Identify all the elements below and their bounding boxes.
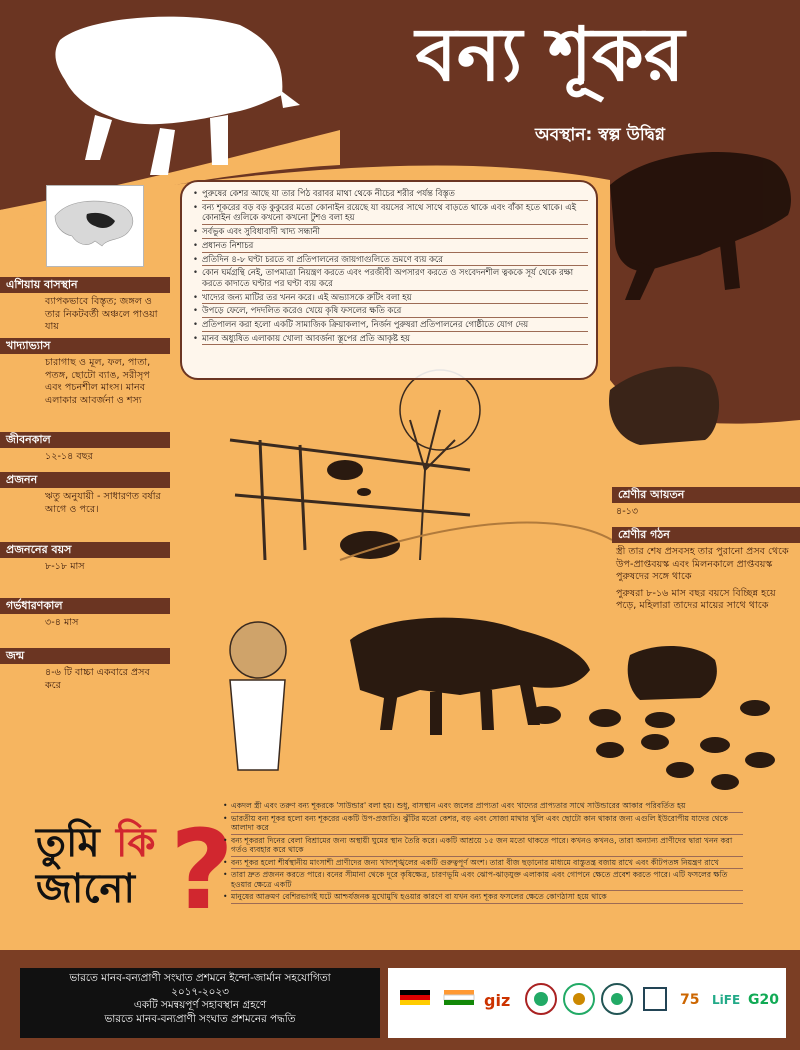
info-section [0,338,170,407]
fact-item: • উপড়ে ফেলে, পদদলিত করেও খেয়ে কৃষি ফসলের ক্ষতি করে [202,304,588,318]
svg-text:75: 75 [680,992,700,1008]
west-bengal-forest-logo [636,980,674,1018]
info-section-body: ৮-১৮ মাস [45,561,85,572]
info-section-heading: জন্ম [0,648,170,664]
map-icon [47,186,143,266]
fact-item: • প্রতিপালন করা হলো একটি সামাজিক ক্রিয়াকলাপ, নির্জন পুরুষরা প্রতিপালনের গোষ্ঠীতে যোগ দেয় [202,318,588,332]
group-size-section [612,487,800,519]
info-section-heading: প্রজনন [0,472,170,488]
fact-item: • প্রতিদিন ৪-৮ ঘণ্টা চরতে বা প্রতিপালনের জায়গাগুলিতে ভ্রমণে ব্যয় করে [202,253,588,267]
bottom-facts-list [223,800,743,904]
bottom-fact-item: • বন্য শূকর হলো শীর্ষস্থানীয় মাংসাশী প্রাণীদের জন্য খাদ্যশৃঙ্খলের একটি গুরুত্বপূর্ণ অংশ। তারা বীজ ছড়ানোর মাধ্যমে বাস্তুতন্ত্র বজায় রাখে এবং কীটপতঙ্গ নিয়ন্ত্রণ রাখে [231,857,743,870]
dustbin-illustration [230,622,286,770]
fact-item: • প্রধানত নিশাচর [202,239,588,253]
question-mark: ? [170,806,234,934]
page-title: বন্য শূকর [415,12,685,98]
fact-item: • পুরুষের কেশর আছে যা তার পিঠ বরাবর মাথা থেকে নীচের শরীর পর্যন্ত বিস্তৃত [202,187,588,201]
azadi-logo [674,980,712,1018]
info-section [0,648,170,692]
conservation-status: অবস্থান: স্বল্প উদ্বিগ্ন [534,125,666,145]
bottom-fact-item: • ভারতীয় বন্য শূকর হলো বন্য শূকরের একটি উপ-প্রজাতি। ঝুঁটির মতো কেশর, বড় এবং সোজা মাথার খুলি এবং ছোটো কান থাকার জন্য এগুলি ইউরোপীয় যাদের থেকে আলাদা করে [231,813,743,835]
info-section-body: ঋতু অনুযায়ী - সাধারণত বর্ষার আগে ও পরে। [45,491,161,515]
info-section [0,542,170,574]
group-structure-section [612,527,800,613]
asia-map [46,185,144,267]
svg-text:G20: G20 [748,992,779,1008]
footer-line-2: ২০১৭-২০২৩ [171,985,229,998]
group-size-body: ৪-১৩ [616,506,639,517]
group-structure-body: স্ত্রী তার শেষ প্রসবসহ তার পুরানো প্রসব থেকে উপ-প্রাপ্তবয়স্ক এবং মিলনকালে প্রাপ্তবয়স্ক পুরুষদের সঙ্গে থাকে [616,546,789,583]
did-you-know-word-1: তুমি [36,820,100,866]
facts-box [180,180,598,380]
info-section [0,598,170,630]
india-flag-logo [440,980,478,1018]
german-cooperation-logo [396,980,434,1018]
footer-line-4: ভারতে মানব-বন্যপ্রাণী সংঘাত প্রশমনের পদ্ধতি [104,1012,296,1025]
fact-item: • কোন ঘর্মগ্রন্থি নেই, তাপমাত্রা নিয়ন্ত্রণ করতে এবং পরজীবী অপসারণ করতে ও সংবেদনশীল ত্বককে সূর্য থেকে রক্ষা করতে কাদাতে ঘণ্টার পর ঘণ্টা ব্যয় করে [202,266,588,290]
info-section [0,432,170,464]
group-size-heading: শ্রেণীর আয়তন [612,487,800,503]
info-section [0,277,170,334]
info-section-heading: গর্ভধারণকাল [0,598,170,614]
forest-emblem-3-logo [598,980,636,1018]
info-section [0,472,170,516]
footer-line-1: ভারতে মানব-বন্যপ্রাণী সংঘাত প্রশমনে ইন্দো-জার্মান সহযোগিতা [69,972,331,984]
bottom-fact-item: • বন্য শূকররা দিনের বেলা বিশ্রামের জন্য অস্থায়ী ঘুমের স্থান তৈরি করে। একটি আশ্রয়ে ১৫ জন মতো থাকতে পারে। কখনও কখনও, তারা অন্যান্য প্রাণীদের দ্বারা খনন করা গর্তও ব্যবহার করে থাকে [231,835,743,857]
bottom-fact-item: • একদল স্ত্রী এবং তরুণ বন্য শূকরকে 'সাউন্ডার' বলা হয়। শুধু, বাসস্থান এবং জলের প্রাপ্যতা এবং খাদ্যের প্রাপ্যতার সাথে সাউন্ডারের আকার পরিবর্তিত হয় [231,800,743,813]
g20-logo [746,980,784,1018]
footer-line-3: একটি সমন্বয়পূর্ণ সহাবস্থান গ্রহণে [133,999,267,1012]
info-section-body: ৩-৪ মাস [45,617,79,628]
svg-text:giz: giz [484,991,511,1010]
facts-list [190,187,588,345]
svg-text:LiFE: LiFE [712,993,741,1007]
bottom-facts [223,800,743,940]
forest-emblem-1-logo [522,980,560,1018]
info-section-heading: এশিয়ায় বাসস্থান [0,277,170,293]
bottom-fact-item: • তারা দ্রুত প্রজনন করতে পারে। বনের সীমানা থেকে দূরে কৃষিক্ষেত্র, চারণভূমি এবং ঝোপ-ঝাড়যুক্ত এলাকায় এবং গোপনে ক্ষেতে প্রবেশ করতে পারে। এটি ফসলের ক্ষতি হওয়ার ক্ষেত্রে একটি [231,869,743,891]
fact-item: • খাদ্যের জন্য মাটির তর খনন করে। এই অভ্যাসকে রুটিং বলা হয় [202,291,588,305]
did-you-know-word-2: কি [116,820,156,866]
info-section-heading: খাদ্যাভ্যাস [0,338,170,354]
info-section-body: ব্যাপকভাবে বিস্তৃত; জঙ্গল ও তার নিকটবর্তী অঞ্চলে পাওয়া যায় [45,296,158,333]
info-section-heading: প্রজননের বয়স [0,542,170,558]
fact-item: • সর্বভুক এবং সুবিধাবাদী খাদ্য সন্ধানী [202,225,588,239]
info-section-body: চারাগাছ ও মূল, ফল, পাতা, পতঙ্গ, ছোটো ব্যাঙ, সরীসৃপ এবং পচনশীল মাংস। মানব এলাকার আবর্জনা ও শস্য [45,357,151,406]
did-you-know-word-3: জানো [36,866,135,912]
info-section-body: ৪-৬ টি বাচ্চা একবারে প্রসব করে [45,667,150,691]
forest-emblem-2-logo [560,980,598,1018]
footer-text-box [20,968,380,1038]
group-structure-heading: শ্রেণীর গঠন [612,527,800,543]
info-section-heading: জীবনকাল [0,432,170,448]
fact-item: • মানব অধ্যুষিত এলাকায় খোলা আবর্জনা স্তূপের প্রতি আকৃষ্ট হয় [202,332,588,346]
life-logo [710,980,748,1018]
footer-logos [388,968,786,1038]
giz-logo [480,980,518,1018]
bottom-fact-item: • মানুষের আক্রমণ বেশিরভাগই ঘটে আশ্চর্যজনক মুখোমুখি হওয়ার কারণে বা যখন বন্য শূকর ফসলের ক্ষেতে কোণঠাসা হয়ে থাকে [231,891,743,904]
fact-item: • বন্য শূকরের বড় বড় কুকুরের মতো কোনাইন রয়েছে যা বয়সের সাথে সাথে বাড়তে থাকে এবং বাঁকা হতে থাকে। এই কোনাইন গুলিকে কখনো কখনো টুশও বলা হয় [202,201,588,225]
group-structure-body-2: পুরুষরা ৮-১৬ মাস বছর বয়সে বিচ্ছিন্ন হয়ে পড়ে, মহিলারা তাদের মায়ের সাথে থাকে [616,587,776,612]
info-section-body: ১২-১৪ বছর [45,451,93,462]
